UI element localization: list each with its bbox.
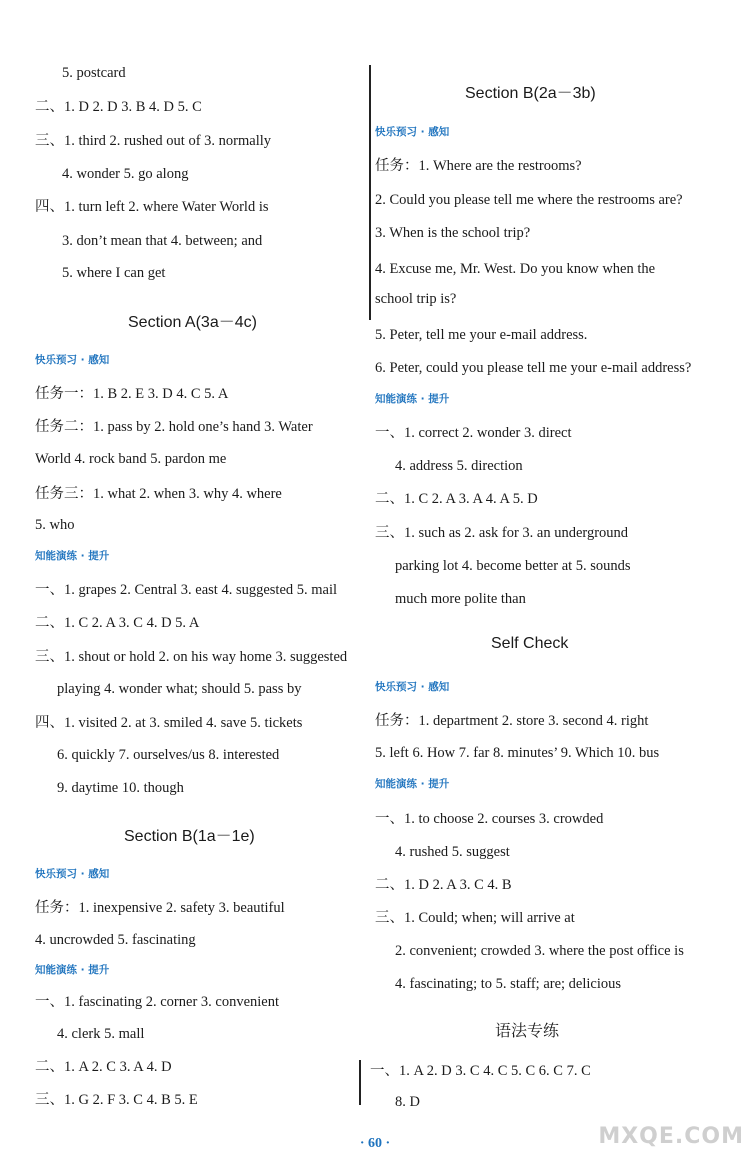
answer-line: 一、1. fascinating 2. corner 3. convenient: [35, 994, 280, 1010]
answer-line: parking lot 4. become better at 5. sounds: [395, 558, 631, 574]
answer-line: 6. Peter, could you please tell me your e-mail address?: [375, 360, 692, 376]
answer-line: 4. uncrowded 5. fascinating: [35, 932, 196, 948]
answer-line: 一、1. to choose 2. courses 3. crowded: [375, 811, 604, 827]
answer-line: 三、1. shout or hold 2. on his way home 3. suggested: [35, 649, 348, 665]
answer-line: much more polite than: [395, 591, 526, 607]
answer-line: 5. who: [35, 517, 75, 533]
answer-line: 一、1. correct 2. wonder 3. direct: [375, 425, 572, 441]
answer-line: 任务：1. department 2. store 3. second 4. right: [375, 713, 649, 729]
answer-line: 二、1. A 2. C 3. A 4. D: [35, 1059, 172, 1075]
answer-line: 2. convenient; crowded 3. where the post office is: [395, 943, 684, 959]
answer-line: 一、1. grapes 2. Central 3. east 4. suggested 5. mail: [35, 582, 338, 598]
answer-line: 三、1. such as 2. ask for 3. an underground: [375, 525, 629, 541]
answer-line: 6. quickly 7. ourselves/us 8. interested: [57, 747, 280, 763]
answer-line: 4. Excuse me, Mr. West. Do you know when the: [375, 261, 656, 277]
answer-line: 四、1. visited 2. at 3. smiled 4. save 5. tickets: [35, 715, 303, 731]
answer-line: 5. left 6. How 7. far 8. minutes’ 9. Which 10. bus: [375, 745, 660, 761]
answer-line: 3. When is the school trip?: [375, 225, 531, 241]
subsection-tag: 快乐预习 · 感知: [35, 868, 110, 880]
answer-line: playing 4. wonder what; should 5. pass by: [57, 681, 302, 697]
section-heading: Self Check: [491, 635, 569, 652]
answer-line: 三、1. G 2. F 3. C 4. B 5. E: [35, 1092, 198, 1108]
answer-line: 2. Could you please tell me where the restrooms are?: [375, 192, 683, 208]
page-number: · 60 ·: [359, 1136, 391, 1151]
answer-line: 二、1. D 2. D 3. B 4. D 5. C: [35, 99, 202, 115]
answer-line: 三、1. third 2. rushed out of 3. normally: [35, 133, 272, 149]
answer-line: 任务一：1. B 2. E 3. D 4. C 5. A: [35, 386, 229, 402]
section-heading: Section B(1a－1e): [124, 828, 255, 845]
answer-line: 4. address 5. direction: [395, 458, 523, 474]
answer-line: 4. rushed 5. suggest: [395, 844, 510, 860]
answer-line: 4. wonder 5. go along: [62, 166, 189, 182]
answer-line: 四、1. turn left 2. where Water World is: [35, 199, 269, 215]
watermark-logo: MXQE.COM: [598, 1124, 744, 1149]
answer-line: 任务二：1. pass by 2. hold one’s hand 3. Water: [35, 419, 313, 435]
section-heading: Section A(3a－4c): [128, 314, 257, 331]
answer-line: 5. where I can get: [62, 265, 166, 281]
subsection-tag: 快乐预习 · 感知: [35, 354, 110, 366]
answer-line: 三、1. Could; when; will arrive at: [375, 910, 575, 926]
answer-line: 8. D: [395, 1094, 420, 1110]
answer-line: 4. clerk 5. mall: [57, 1026, 145, 1042]
subsection-tag: 快乐预习 · 感知: [375, 681, 450, 693]
subsection-tag: 知能演练 · 提升: [35, 964, 110, 976]
answer-line: school trip is?: [375, 291, 457, 307]
subsection-tag: 知能演练 · 提升: [35, 550, 110, 562]
section-heading: 语法专练: [495, 1023, 560, 1040]
column-divider-bottom: [359, 1060, 361, 1105]
subsection-tag: 知能演练 · 提升: [375, 393, 450, 405]
answer-line: World 4. rock band 5. pardon me: [35, 451, 227, 467]
answer-line: 9. daytime 10. though: [57, 780, 184, 796]
answer-line: 任务：1. inexpensive 2. safety 3. beautiful: [35, 900, 285, 916]
answer-line: 5. postcard: [62, 65, 126, 81]
answer-line: 二、1. C 2. A 3. C 4. D 5. A: [35, 615, 200, 631]
subsection-tag: 知能演练 · 提升: [375, 778, 450, 790]
subsection-tag: 快乐预习 · 感知: [375, 126, 450, 138]
answer-line: 任务三：1. what 2. when 3. why 4. where: [35, 486, 282, 502]
section-heading: Section B(2a－3b): [465, 85, 596, 102]
answer-line: 3. don’t mean that 4. between; and: [62, 233, 263, 249]
answer-line: 5. Peter, tell me your e-mail address.: [375, 327, 588, 343]
answer-line: 任务：1. Where are the restrooms?: [375, 158, 582, 174]
answer-line: 一、1. A 2. D 3. C 4. C 5. C 6. C 7. C: [370, 1063, 591, 1079]
column-divider: [369, 65, 371, 320]
answer-line: 二、1. D 2. A 3. C 4. B: [375, 877, 512, 893]
answer-line: 二、1. C 2. A 3. A 4. A 5. D: [375, 491, 538, 507]
answer-line: 4. fascinating; to 5. staff; are; delicious: [395, 976, 622, 992]
